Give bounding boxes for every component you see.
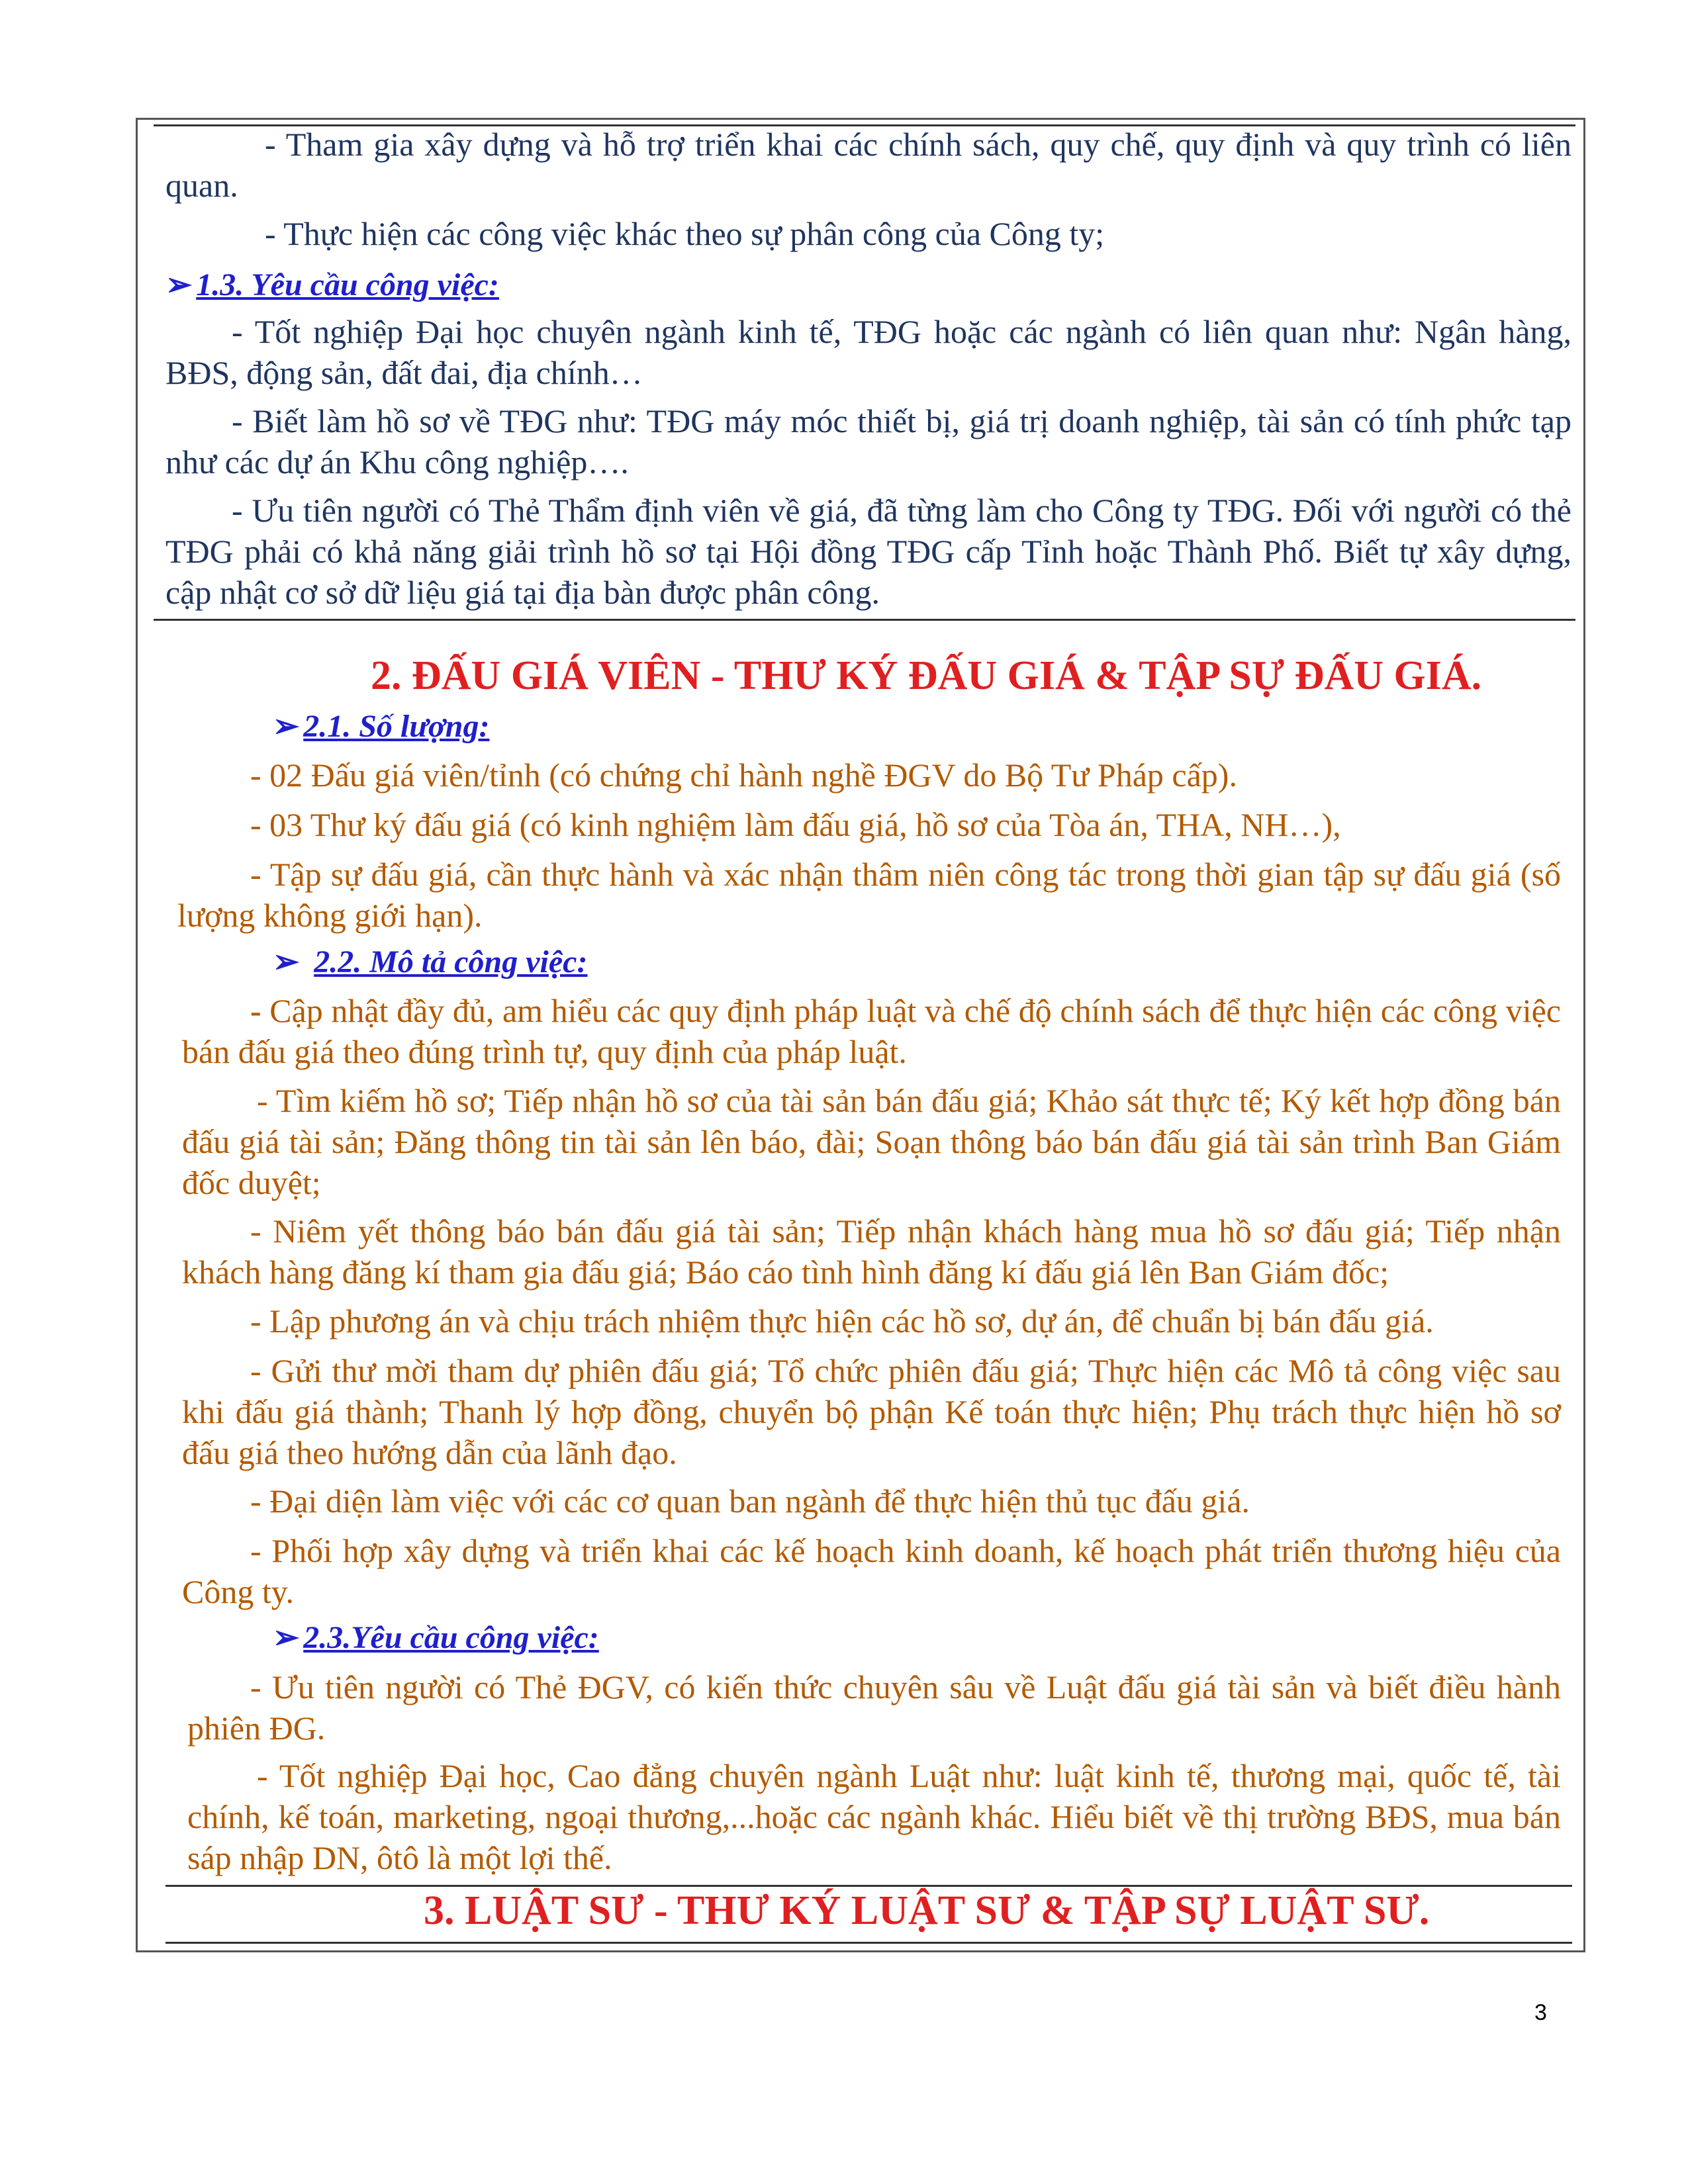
heading-text: 2.3.Yêu cầu công việc: [303, 1620, 599, 1655]
description-item: - Niêm yết thông báo bán đấu giá tài sản; Tiếp nhận khách hàng mua hồ sơ đấu giá; Tiếp nhận khách hàng đăng kí tham gia đấu giá; Báo cáo tình hình đăng kí đấu giá lên Ban Giám đốc; [182, 1212, 1561, 1291]
arrow-right-icon: ➢ [273, 709, 300, 744]
description-item: - Phối hợp xây dựng và triển khai các kế hoạch kinh doanh, kế hoạch phát triển thương hiệu của Công ty. [182, 1532, 1561, 1610]
arrow-right-icon: ➢ [273, 1620, 300, 1655]
description-item [182, 990, 1561, 1072]
heading-text: 2.2. Mô tả công việc: [314, 944, 588, 979]
heading-text: 1.3. Yêu cầu công việc: [196, 267, 499, 302]
arrow-right-icon: ➢ [273, 944, 300, 979]
task-item: - Tham gia xây dựng và hỗ trợ triển khai các chính sách, quy chế, quy định và quy trình có liên quan. [165, 126, 1571, 204]
description-item: - Đại diện làm việc với các cơ quan ban ngành để thực hiện thủ tục đấu giá. [250, 1482, 1250, 1520]
description-heading-2-2 [273, 942, 587, 983]
quantity-heading-2-1 [273, 706, 489, 747]
requirement-item: - Tốt nghiệp Đại học, Cao đẳng chuyên ngành Luật như: luật kinh tế, thương mại, quốc tế, tài chính, kế toán, marketing, ngoại thương,...hoặc các ngành khác. Hiểu biết về thị trường BĐS, mua bán sáp nhập DN, ôtô là một lợi thế. [187, 1757, 1561, 1876]
quantity-item: - 03 Thư ký đấu giá (có kinh nghiệm làm đấu giá, hồ sơ của Tòa án, THA, NH…), [250, 806, 1341, 843]
quantity-item: - Tập sự đấu giá, cần thực hành và xác nhận thâm niên công tác trong thời gian tập sự đấu giá (số lượng không giới hạn). [177, 856, 1561, 934]
requirement-item: - Ưu tiên người có Thẻ ĐGV, có kiến thức chuyên sâu về Luật đấu giá tài sản và biết điều hành phiên ĐG. [187, 1668, 1561, 1747]
description-item: - Tìm kiếm hồ sơ; Tiếp nhận hồ sơ của tài sản bán đấu giá; Khảo sát thực tế; Ký kết hợp đồng bán đấu giá tài sản; Đăng thông tin tài sản lên báo, đài; Soạn thông báo bán đấu giá tài sản trình Ban Giám đốc duyệt; [182, 1082, 1561, 1201]
requirement-item: - Tốt nghiệp Đại học chuyên ngành kinh tế, TĐG hoặc các ngành có liên quan như: Ngân hàng, BĐS, động sản, đất đai, địa chính… [165, 313, 1571, 391]
bold-dash: - [250, 992, 261, 1029]
task-item: - Thực hiện các công việc khác theo sự phân công của Công ty; [265, 215, 1105, 252]
description-text: Cập nhật đầy đủ, am hiểu các quy định pháp luật và chế độ chính sách để thực hiện các công việc bán đấu giá theo đúng trình tự, quy định của pháp luật. [182, 992, 1561, 1070]
section-2-title: 2. ĐẤU GIÁ VIÊN - THƯ KÝ ĐẤU GIÁ & TẬP SỰ ĐẤU GIÁ. [371, 653, 1482, 698]
quantity-item: - 02 Đấu giá viên/tỉnh (có chứng chỉ hành nghề ĐGV do Bộ Tư Pháp cấp). [250, 756, 1237, 794]
arrow-right-icon: ➢ [165, 267, 193, 302]
section-divider [154, 619, 1575, 621]
bottom-divider [165, 1942, 1572, 1944]
section-3-title: 3. LUẬT SƯ - THƯ KÝ LUẬT SƯ & TẬP SỰ LUẬT SƯ. [424, 1888, 1430, 1933]
requirement-item: - Biết làm hồ sơ về TĐG như: TĐG máy móc thiết bị, giá trị doanh nghiệp, tài sản có tính phức tạp như các dự án Khu công nghiệp…. [165, 402, 1571, 480]
requirements-heading-2-3 [273, 1617, 599, 1659]
description-item: - Gửi thư mời tham dự phiên đấu giá; Tổ chức phiên đấu giá; Thực hiện các Mô tả công việc sau khi đấu giá thành; Thanh lý hợp đồng, chuyển bộ phận Kế toán thực hiện; Phụ trách thực hiện hồ sơ đấu giá theo hướng dẫn của lãnh đạo. [182, 1352, 1561, 1471]
heading-text: 2.1. Số lượng: [303, 709, 490, 744]
page-number: 3 [1534, 2000, 1547, 2025]
requirements-heading-1-3 [165, 265, 499, 306]
requirement-item: - Ưu tiên người có Thẻ Thẩm định viên về giá, đã từng làm cho Công ty TĐG. Đối với người có thẻ TĐG phải có khả năng giải trình hồ sơ tại Hội đồng TĐG cấp Tỉnh hoặc Thành Phố. Biết tự xây dựng, cập nhật cơ sở dữ liệu giá tại địa bàn được phân công. [165, 492, 1571, 611]
description-item: - Lập phương án và chịu trách nhiệm thực hiện các hồ sơ, dự án, để chuẩn bị bán đấu giá. [250, 1302, 1434, 1340]
